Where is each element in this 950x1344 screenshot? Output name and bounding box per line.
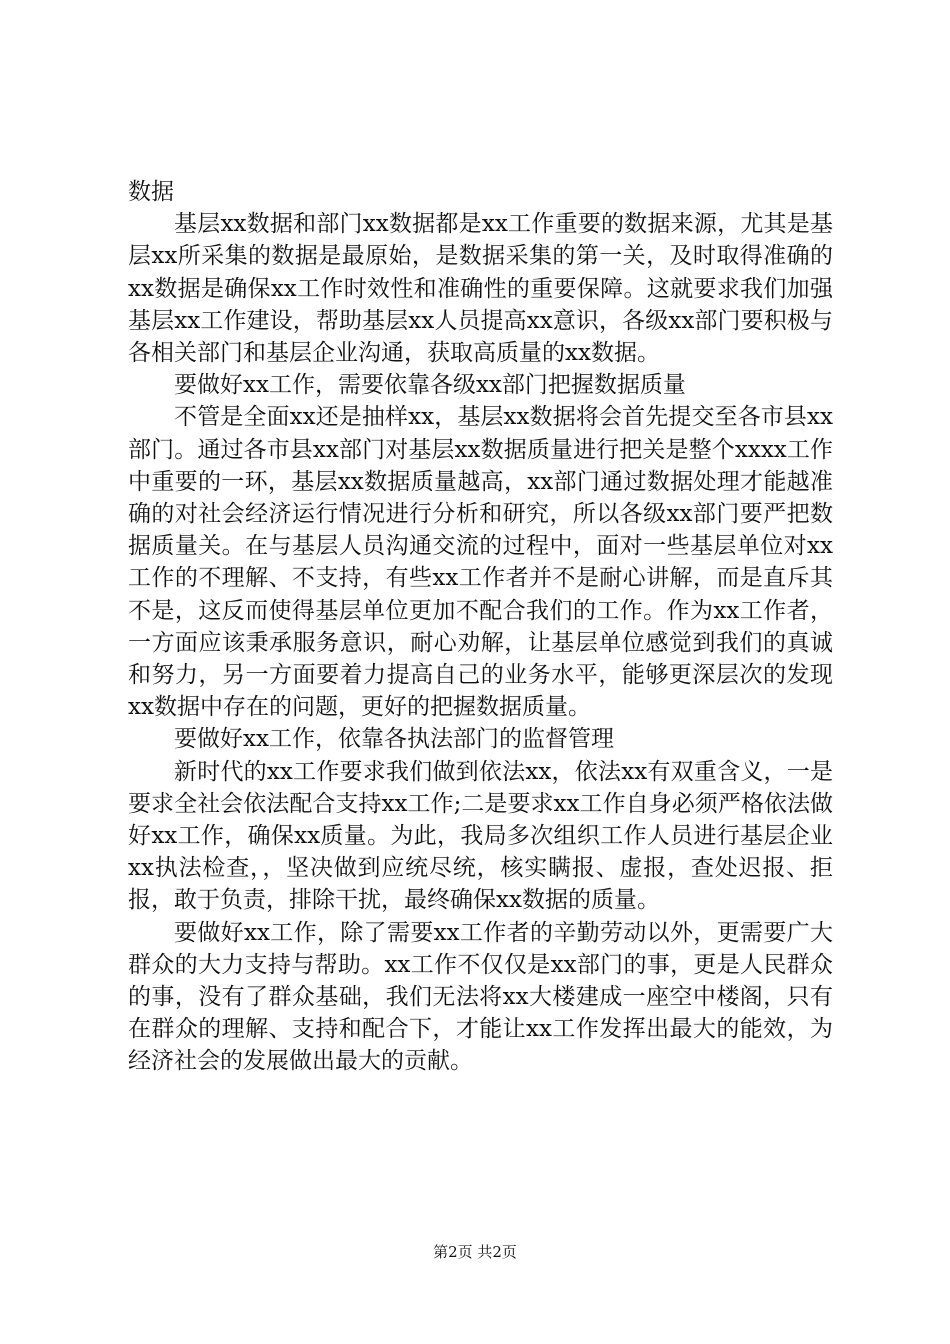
paragraph-data-quality: 不管是全面xx还是抽样xx，基层xx数据将会首先提交至各市县xx部门。通过各市县xx部门对基层xx数据质量进行把关是整个xxxx工作中重要的一环，基层xx数据质量越高，xx部门通过数据处理才能越准确的对社会经济运行情况进行分析和研究，所以各级xx部门要严把数据质量关。在与基层人员沟通交流的过程中，面对一些基层单位对xx工作的不理解、不支持，有些xx工作者并不是耐心讲解，而是直斥其不是，这反而使得基层单位更加不配合我们的工作。作为xx工作者，一方面应该秉承服务意识，耐心劝解，让基层单位感觉到我们的真诚和努力，另一方面要着力提高自己的业务水平，能够更深层次的发现xx数据中存在的问题，更好的把握数据质量。 [128,404,833,721]
section-heading-supervision: 要做好xx工作，依靠各执法部门的监督管理 [174,726,614,753]
paragraph-public-support: 要做好xx工作，除了需要xx工作者的辛勤劳动以外，更需要广大群众的大力支持与帮助。xx工作不仅仅是xx部门的事，更是人民群众的事，没有了群众基础，我们无法将xx大楼建成一座空中楼阁，只有在群众的理解、支持和配合下，才能让xx工作发挥出最大的能效，为经济社会的发展做出最大的贡献。 [128,919,833,1075]
page-number-footer: 第2页 共2页 [433,1243,517,1261]
paragraph-continuation: 数据 [128,179,174,205]
paragraph-supervision: 新时代的xx工作要求我们做到依法xx，依法xx有双重含义，一是要求全社会依法配合支持xx工作;二是要求xx工作自身必须严格依法做好xx工作，确保xx质量。为此，我局多次组织工作人员进行基层企业xx执法检查，，坚决做到应统尽统，核实瞒报、虚报，查处迟报、拒报，敢于负责，排除干扰，最终确保xx数据的质量。 [128,758,833,914]
document-body [128,176,833,1078]
paragraph-grassroots-data: 基层xx数据和部门xx数据都是xx工作重要的数据来源，尤其是基层xx所采集的数据是最原始，是数据采集的第一关，及时取得准确的xx数据是确保xx工作时效性和准确性的重要保障。这就要求我们加强基层xx工作建设，帮助基层xx人员提高xx意识，各级xx部门要积极与各相关部门和基层企业沟通，获取高质量的xx数据。 [128,211,833,367]
section-heading-data-quality: 要做好xx工作，需要依靠各级xx部门把握数据质量 [174,372,686,399]
